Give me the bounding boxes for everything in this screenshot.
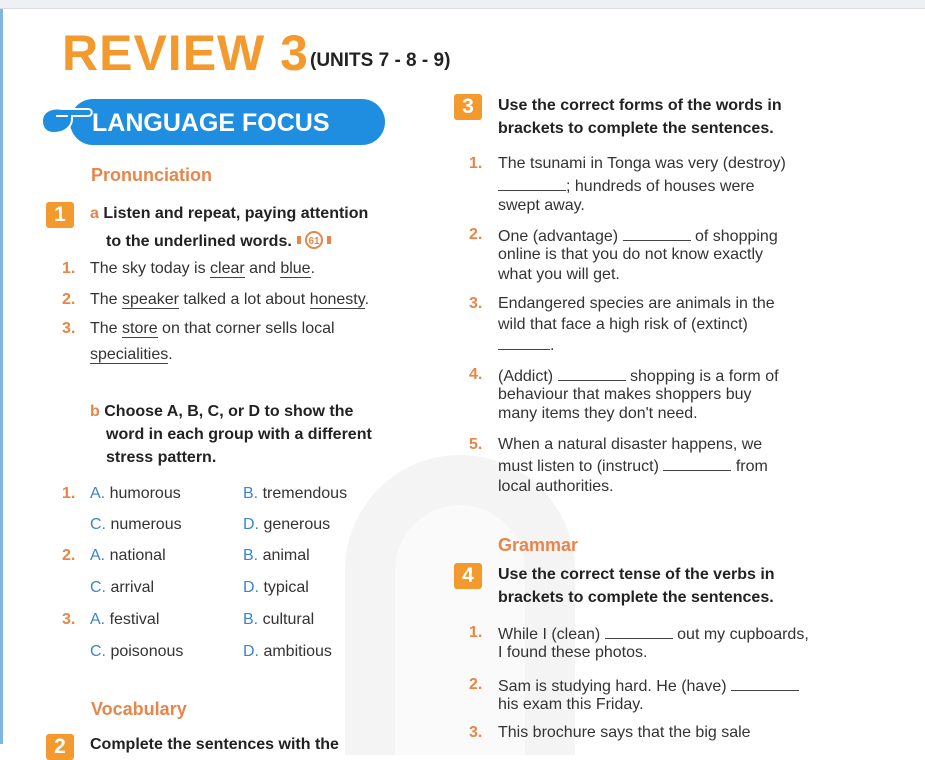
answer-blank[interactable]	[558, 366, 626, 381]
stress-group-3-number: 3.	[62, 611, 76, 628]
gram-item-2-line1: Sam is studying hard. He (have)	[498, 676, 799, 696]
stress-group-1-option-b[interactable]: B. tremendous	[243, 485, 348, 502]
answer-blank[interactable]	[731, 676, 799, 691]
pron-item-1: The sky today is clear and blue.	[90, 260, 316, 277]
exercise-4-instruction-line2: brackets to complete the sentences.	[498, 589, 774, 606]
ex3-item-3-line2: wild that face a high risk of (extinct)	[498, 316, 748, 333]
stress-group-1-number: 1.	[62, 485, 76, 502]
pron-item-2: The speaker talked a lot about honesty.	[90, 291, 370, 308]
pron-item-3-number: 3.	[62, 320, 76, 337]
pron-item-1-number: 1.	[62, 260, 76, 277]
gram-item-3-number: 3.	[469, 724, 483, 741]
ex3-item-1-number: 1.	[469, 155, 483, 172]
exercise-1-badge: 1	[46, 202, 74, 228]
ex3-item-2-number: 2.	[469, 226, 483, 243]
ex3-item-1-line2: ; hundreds of houses were	[498, 176, 755, 196]
ex3-item-4-line2: behaviour that makes shoppers buy	[498, 386, 752, 403]
stress-group-3-option-c[interactable]: C. poisonous	[90, 643, 184, 660]
ex3-item-5-number: 5.	[469, 436, 483, 453]
ex3-item-5-line2: must listen to (instruct) from	[498, 458, 768, 475]
ex3-item-1-line3: swept away.	[498, 197, 585, 214]
audio-speaker-icon[interactable]	[296, 231, 332, 249]
grammar-heading: Grammar	[498, 535, 579, 555]
stress-group-1-option-d[interactable]: D. generous	[243, 516, 331, 533]
pointing-hand-icon	[38, 103, 96, 139]
exercise-3-badge: 3	[454, 94, 482, 120]
ex3-item-5-line3: local authorities.	[498, 478, 614, 495]
stress-group-3-option-d[interactable]: D. ambitious	[243, 643, 332, 660]
language-focus-label: LANGUAGE FOCUS	[92, 109, 330, 137]
exercise-1a-instruction-line2: to the underlined words. 61	[106, 231, 332, 251]
ex3-item-3-number: 3.	[469, 295, 483, 312]
answer-blank[interactable]	[663, 456, 731, 471]
stress-group-2-option-a[interactable]: A. national	[90, 547, 166, 564]
exercise-3-instruction-line2: brackets to complete the sentences.	[498, 120, 774, 137]
pron-item-2-number: 2.	[62, 291, 76, 308]
exercise-4-badge: 4	[454, 563, 482, 589]
exercise-2-badge: 2	[46, 734, 74, 760]
answer-blank[interactable]	[498, 335, 550, 350]
stress-group-3-option-b[interactable]: B. cultural	[243, 611, 315, 628]
ex3-item-3-line1: Endangered species are animals in the	[498, 295, 775, 312]
ex3-item-5-line1: When a natural disaster happens, we	[498, 436, 763, 453]
exercise-1a-instruction: a Listen and repeat, paying attention	[90, 205, 369, 222]
exercise-3-instruction: Use the correct forms of the words in	[498, 97, 782, 114]
ex3-item-1-line1: The tsunami in Tonga was very (destroy)	[498, 155, 786, 172]
exercise-1b-instruction: b Choose A, B, C, or D to show the	[90, 403, 354, 420]
stress-group-2-option-c[interactable]: C. arrival	[90, 579, 155, 596]
ex3-item-4-line1: (Addict) shopping is a form of	[498, 368, 779, 385]
answer-blank[interactable]	[498, 176, 566, 191]
answer-blank[interactable]	[605, 624, 673, 639]
stress-group-2-option-d[interactable]: D. typical	[243, 579, 309, 596]
pronunciation-heading: Pronunciation	[91, 165, 212, 185]
gram-item-3-line1: This brochure says that the big sale	[498, 724, 751, 741]
ex3-item-2-line3: what you will get.	[498, 266, 620, 283]
review-title: REVIEW 3	[62, 25, 309, 81]
exercise-1b-instruction-line3: stress pattern.	[106, 449, 217, 466]
stress-group-2-number: 2.	[62, 547, 76, 564]
exercise-2-instruction: Complete the sentences with the	[90, 736, 339, 753]
ex3-item-2-line2: online is that you do not know exactly	[498, 246, 764, 263]
exercise-1b-instruction-line2: word in each group with a different	[106, 426, 372, 443]
ex3-item-4-number: 4.	[469, 366, 483, 383]
pron-item-3-line2: specialities.	[90, 346, 173, 363]
ex3-item-3-line3: .	[498, 335, 554, 355]
stress-group-1-option-a[interactable]: A. humorous	[90, 485, 181, 502]
gram-item-1-line2: I found these photos.	[498, 644, 648, 661]
svg-text:61: 61	[308, 236, 320, 247]
gram-item-2-number: 2.	[469, 676, 483, 693]
ex3-item-4-line3: many items they don't need.	[498, 405, 698, 422]
stress-group-2-option-b[interactable]: B. animal	[243, 547, 310, 564]
stress-group-3-option-a[interactable]: A. festival	[90, 611, 160, 628]
vocabulary-heading: Vocabulary	[91, 699, 187, 719]
browser-top-bar	[0, 0, 925, 9]
pron-item-3: The store on that corner sells local	[90, 320, 335, 337]
gram-item-2-line2: his exam this Friday.	[498, 696, 644, 713]
gram-item-1-line1: While I (clean) out my cupboards,	[498, 626, 809, 643]
stress-group-1-option-c[interactable]: C. numerous	[90, 516, 182, 533]
gram-item-1-number: 1.	[469, 624, 483, 641]
exercise-4-instruction: Use the correct tense of the verbs in	[498, 566, 775, 583]
ex3-item-2-line1: One (advantage) of shopping	[498, 228, 778, 245]
units-subtitle: (UNITS 7 - 8 - 9)	[310, 50, 451, 71]
answer-blank[interactable]	[623, 226, 691, 241]
page-left-edge	[0, 9, 3, 744]
